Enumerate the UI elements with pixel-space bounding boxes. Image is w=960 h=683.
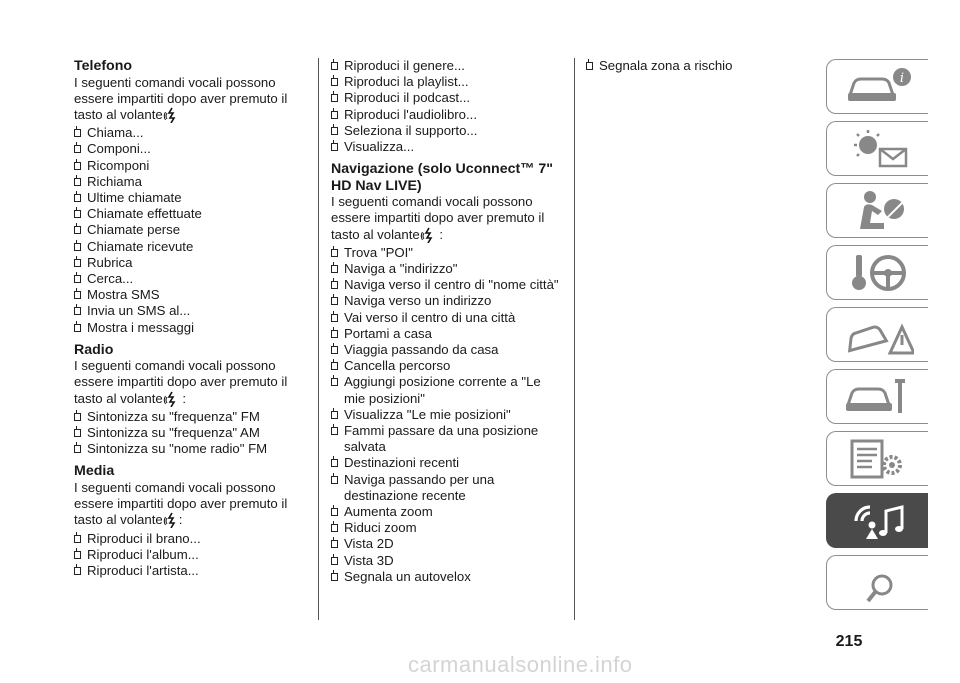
list-item: [74, 222, 306, 238]
command-text: Richiama: [87, 173, 142, 189]
column-3: [586, 58, 806, 74]
command-text: Vai verso il centro di una città: [344, 309, 516, 325]
checkbox-bullet-icon: [331, 249, 338, 257]
key-steering-wheel-icon: [842, 251, 914, 295]
checkbox-bullet-icon: [331, 62, 338, 70]
checkbox-bullet-icon: [331, 459, 338, 467]
checkbox-bullet-icon: [331, 111, 338, 119]
command-text: Viaggia passando da casa: [344, 342, 499, 358]
command-text: Vista 2D: [344, 536, 394, 552]
chapter-tab-multimedia[interactable]: [826, 493, 928, 548]
command-text: Riproduci il podcast...: [344, 90, 471, 106]
chapter-tab-index[interactable]: [826, 555, 928, 610]
checkbox-bullet-icon: [74, 259, 81, 267]
command-text: Naviga verso il centro di "nome città": [344, 277, 559, 293]
checkbox-bullet-icon: [331, 330, 338, 338]
chapter-tab-warning-lights[interactable]: [826, 121, 928, 176]
list-item: [586, 58, 806, 74]
checkbox-bullet-icon: [74, 162, 81, 170]
list-item: [74, 563, 306, 579]
chapter-tab-technical-data[interactable]: [826, 431, 928, 486]
chapter-tab-seat-airbag[interactable]: [826, 183, 928, 238]
checkbox-bullet-icon: [331, 540, 338, 548]
voice-command-icon: [420, 227, 436, 243]
checkbox-bullet-icon: [331, 362, 338, 370]
document-gear-icon: [842, 437, 914, 481]
command-text: Naviga verso un indirizzo: [344, 293, 492, 309]
checkbox-bullet-icon: [74, 324, 81, 332]
command-list: [331, 245, 563, 585]
list-item: [74, 547, 306, 563]
section-title-navigazione: Navigazione (solo Uconnect™ 7" HD Nav LIVE): [331, 161, 553, 194]
checkbox-bullet-icon: [74, 413, 81, 421]
command-text: Invia un SMS al...: [87, 303, 191, 319]
list-item: [331, 74, 563, 90]
list-item: [74, 255, 306, 271]
checkbox-bullet-icon: [331, 127, 338, 135]
list-item: [74, 409, 306, 425]
checkbox-bullet-icon: [331, 78, 338, 86]
list-item: [331, 520, 563, 536]
list-item: [331, 455, 563, 471]
checkbox-bullet-icon: [331, 297, 338, 305]
list-item: [331, 342, 563, 358]
voice-command-icon: [163, 391, 179, 407]
checkbox-bullet-icon: [331, 281, 338, 289]
command-text: Segnala zona a rischio: [599, 58, 733, 73]
command-text: Seleziona il supporto...: [344, 122, 478, 138]
list-item: [74, 441, 306, 457]
command-text: Componi...: [87, 141, 151, 157]
checkbox-bullet-icon: [74, 226, 81, 234]
command-list: [331, 58, 563, 155]
checkbox-bullet-icon: [331, 346, 338, 354]
command-text: Naviga a "indirizzo": [344, 261, 458, 277]
list-item: [331, 472, 563, 504]
car-accident-icon: [842, 313, 914, 357]
command-text: Chiamate effettuate: [87, 206, 202, 222]
checkbox-bullet-icon: [74, 243, 81, 251]
command-text: Sintonizza su "nome radio" FM: [87, 441, 268, 457]
command-text: Fammi passare da una posizione salvata: [344, 423, 539, 455]
command-text: Chiama...: [87, 125, 144, 141]
checkbox-bullet-icon: [331, 427, 338, 435]
list-item: [74, 141, 306, 157]
section-title-radio: Radio: [74, 341, 114, 358]
checkbox-bullet-icon: [331, 378, 338, 386]
checkbox-bullet-icon: [331, 265, 338, 273]
command-list: [74, 125, 306, 336]
list-item: [331, 423, 563, 455]
list-item: [331, 139, 563, 155]
checkbox-bullet-icon: [331, 508, 338, 516]
list-item: [331, 277, 563, 293]
checkbox-bullet-icon: [331, 411, 338, 419]
list-item: [74, 271, 306, 287]
list-item: [331, 245, 563, 261]
checkbox-bullet-icon: [331, 476, 338, 484]
command-text: Destinazioni recenti: [344, 455, 460, 471]
list-item: [331, 107, 563, 123]
command-text: Vista 3D: [344, 552, 394, 568]
command-text: Naviga passando per una destinazione recente: [344, 471, 495, 503]
list-item: [331, 504, 563, 520]
list-item: [331, 536, 563, 552]
section-intro-telefono: I seguenti comandi vocali possono essere impartiti dopo aver premuto il tasto al volante: [74, 74, 288, 122]
command-text: Chiamate ricevute: [87, 238, 194, 254]
checkbox-bullet-icon: [74, 145, 81, 153]
chapter-tab-key-steering[interactable]: [826, 245, 928, 300]
command-text: Segnala un autovelox: [344, 568, 471, 584]
list-item: [331, 326, 563, 342]
warning-lights-icon: [842, 127, 914, 171]
multimedia-music-icon: [842, 499, 914, 543]
list-item: [74, 320, 306, 336]
checkbox-bullet-icon: [74, 429, 81, 437]
section-intro-media: I seguenti comandi vocali possono essere impartiti dopo aver premuto il tasto al volante :: [74, 479, 288, 528]
list-item: [331, 358, 563, 374]
alphabet-index-icon: [842, 561, 914, 605]
car-info-icon: [842, 65, 914, 109]
checkbox-bullet-icon: [331, 557, 338, 565]
command-text: Ultime chiamate: [87, 189, 182, 205]
list-item: [331, 58, 563, 74]
command-text: Ricomponi: [87, 157, 150, 173]
column-2: [331, 58, 563, 585]
list-item: [74, 158, 306, 174]
section-media: [74, 463, 306, 579]
command-text: Visualizza "Le mie posizioni": [344, 406, 511, 422]
chapter-tab-emergency[interactable]: [826, 307, 928, 362]
voice-command-icon: [163, 107, 179, 123]
checkbox-bullet-icon: [331, 143, 338, 151]
list-item: [74, 174, 306, 190]
command-text: Chiamate perse: [87, 222, 181, 238]
chapter-tab-service[interactable]: [826, 369, 928, 424]
column-divider: [574, 58, 575, 620]
command-text: Cancella percorso: [344, 358, 451, 374]
list-item: [74, 287, 306, 303]
section-navigazione: [331, 161, 563, 585]
command-text: Visualizza...: [344, 139, 415, 155]
checkbox-bullet-icon: [74, 567, 81, 575]
page-number: 215: [835, 633, 863, 650]
command-text: Aumenta zoom: [344, 504, 433, 520]
checkbox-bullet-icon: [74, 535, 81, 543]
list-item: [74, 303, 306, 319]
list-item: [74, 206, 306, 222]
command-text: Rubrica: [87, 254, 133, 270]
checkbox-bullet-icon: [586, 62, 593, 70]
watermark: carmanualsonline.info: [408, 652, 633, 677]
checkbox-bullet-icon: [331, 314, 338, 322]
section-telefono: [74, 58, 306, 336]
list-item: [331, 123, 563, 139]
section-intro-radio: I seguenti comandi vocali possono essere impartiti dopo aver premuto il tasto al volante :: [74, 358, 288, 406]
command-list: [74, 531, 306, 580]
list-item: [331, 293, 563, 309]
voice-command-icon: [163, 512, 179, 528]
checkbox-bullet-icon: [74, 210, 81, 218]
checkbox-bullet-icon: [74, 445, 81, 453]
checkbox-bullet-icon: [331, 573, 338, 581]
command-text: Trova "POI": [344, 244, 413, 260]
list-item: [331, 569, 563, 585]
checkbox-bullet-icon: [74, 129, 81, 137]
list-item: [331, 90, 563, 106]
list-item: [74, 425, 306, 441]
list-item: [74, 239, 306, 255]
checkbox-bullet-icon: [74, 194, 81, 202]
section-intro-navigazione: I seguenti comandi vocali possono essere impartiti dopo aver premuto il tasto al volante :: [331, 194, 545, 242]
command-text: Mostra SMS: [87, 287, 160, 303]
command-text: Sintonizza su "frequenza" AM: [87, 425, 260, 441]
checkbox-bullet-icon: [74, 178, 81, 186]
column-1: [74, 58, 306, 579]
command-text: Aggiungi posizione corrente a "Le mie posizioni": [344, 374, 541, 406]
checkbox-bullet-icon: [74, 551, 81, 559]
svg-text:i: i: [899, 70, 904, 86]
chapter-tab-car-info[interactable]: [826, 59, 928, 114]
list-item: [331, 261, 563, 277]
checkbox-bullet-icon: [74, 307, 81, 315]
list-item: [331, 374, 563, 406]
command-text: Riproduci il brano...: [87, 530, 201, 546]
command-text: Mostra i messaggi: [87, 319, 195, 335]
seat-airbag-icon: [842, 189, 914, 233]
section-title-media: Media: [74, 463, 115, 480]
command-text: Riproduci il genere...: [344, 58, 465, 73]
command-text: Riproduci l'album...: [87, 546, 199, 562]
command-text: Cerca...: [87, 270, 134, 286]
command-list: [74, 409, 306, 458]
section-radio: [74, 342, 306, 458]
list-item: [331, 310, 563, 326]
checkbox-bullet-icon: [74, 275, 81, 283]
chapter-sidebar: [826, 59, 928, 617]
section-title-telefono: Telefono: [74, 58, 133, 74]
checkbox-bullet-icon: [331, 524, 338, 532]
list-item: [74, 190, 306, 206]
command-text: Riproduci la playlist...: [344, 74, 469, 90]
command-text: Riduci zoom: [344, 520, 417, 536]
checkbox-bullet-icon: [331, 94, 338, 102]
checkbox-bullet-icon: [74, 291, 81, 299]
list-item: [74, 125, 306, 141]
list-item: [331, 407, 563, 423]
command-text: Riproduci l'audiolibro...: [344, 106, 477, 122]
command-text: Riproduci l'artista...: [87, 562, 199, 578]
command-list: [586, 58, 806, 74]
car-service-icon: [842, 375, 914, 419]
list-item: [74, 531, 306, 547]
column-divider: [318, 58, 319, 620]
command-text: Portami a casa: [344, 325, 432, 341]
list-item: [331, 553, 563, 569]
command-text: Sintonizza su "frequenza" FM: [87, 408, 260, 424]
